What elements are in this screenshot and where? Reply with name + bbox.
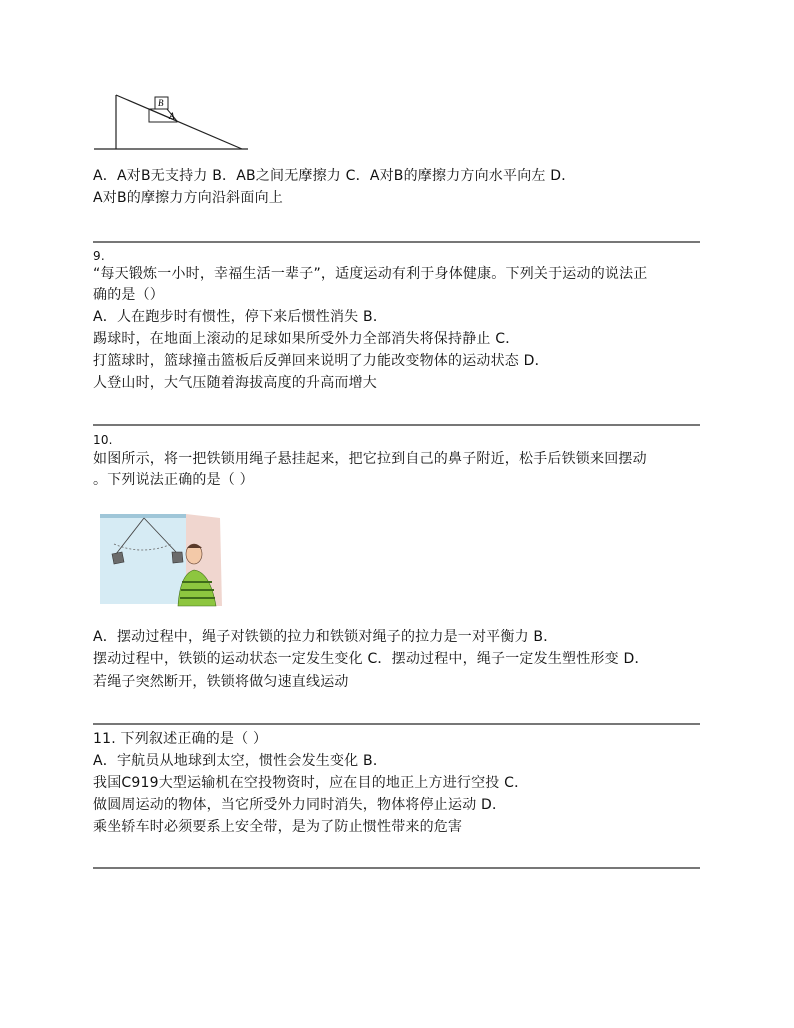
lock-left — [112, 552, 124, 564]
q9-option-line-2: 踢球时，在地面上滚动的足球如果所受外力全部消失将保持静止 C． — [93, 331, 520, 347]
q10-stem-line-1: 如图所示，将一把铁锁用绳子悬挂起来，把它拉到自己的鼻子附近，松手后铁锁来回摆动 — [93, 451, 647, 467]
label-a: A — [169, 111, 175, 121]
q11-option-line-4: 乘坐轿车时必须要系上安全带，是为了防止惯性带来的危害 — [93, 819, 463, 835]
ceiling-beam — [100, 514, 186, 518]
q9-stem-line-1: “每天锻炼一小时，幸福生活一辈子”，适度运动有利于身体健康。下列关于运动的说法正 — [93, 266, 648, 282]
label-b: B — [158, 98, 164, 108]
q8-options-line-2: A对B的摩擦力方向沿斜面向上 — [93, 190, 283, 206]
divider — [93, 241, 700, 243]
q11-option-line-2: 我国C919大型运输机在空投物资时，应在目的地正上方进行空投 C． — [93, 775, 529, 791]
q9-number: 9. — [93, 249, 105, 263]
q10-option-line-2: 摆动过程中，铁锁的运动状态一定发生变化 C．摆动过程中，绳子一定发生塑性形变 D． — [93, 651, 649, 667]
q10-option-line-3: 若绳子突然断开，铁锁将做匀速直线运动 — [93, 674, 349, 690]
incline-figure — [92, 90, 252, 154]
q10-option-line-1: A．摆动过程中，绳子对铁锁的拉力和铁锁对绳子的拉力是一对平衡力 B． — [93, 629, 558, 645]
incline-slope — [116, 95, 242, 149]
q10-stem-line-2: 。下列说法正确的是（ ） — [93, 472, 254, 488]
q10-number: 10. — [93, 433, 113, 447]
q8-options-line-1: A．A对B无支持力 B．AB之间无摩擦力 C．A对B的摩擦力方向水平向左 D． — [93, 168, 576, 184]
divider — [93, 424, 700, 426]
q11-option-line-3: 做圆周运动的物体，当它所受外力同时消失，物体将停止运动 D． — [93, 797, 507, 813]
q9-option-line-1: A．人在跑步时有惯性，停下来后惯性消失 B． — [93, 309, 388, 325]
lock-right — [172, 552, 183, 563]
pendulum-lock-illustration — [94, 510, 228, 610]
divider — [93, 867, 700, 869]
q9-option-line-3: 打篮球时，篮球撞击篮板后反弹回来说明了力能改变物体的运动状态 D． — [93, 353, 549, 369]
q9-option-line-4: 人登山时，大气压随着海拔高度的升高而增大 — [93, 375, 377, 391]
divider — [93, 723, 700, 725]
q11-stem: 11. 下列叙述正确的是（ ） — [93, 731, 268, 747]
q9-stem-line-2: 确的是（） — [93, 287, 164, 303]
q11-option-line-1: A．宇航员从地球到太空，惯性会发生变化 B． — [93, 753, 388, 769]
